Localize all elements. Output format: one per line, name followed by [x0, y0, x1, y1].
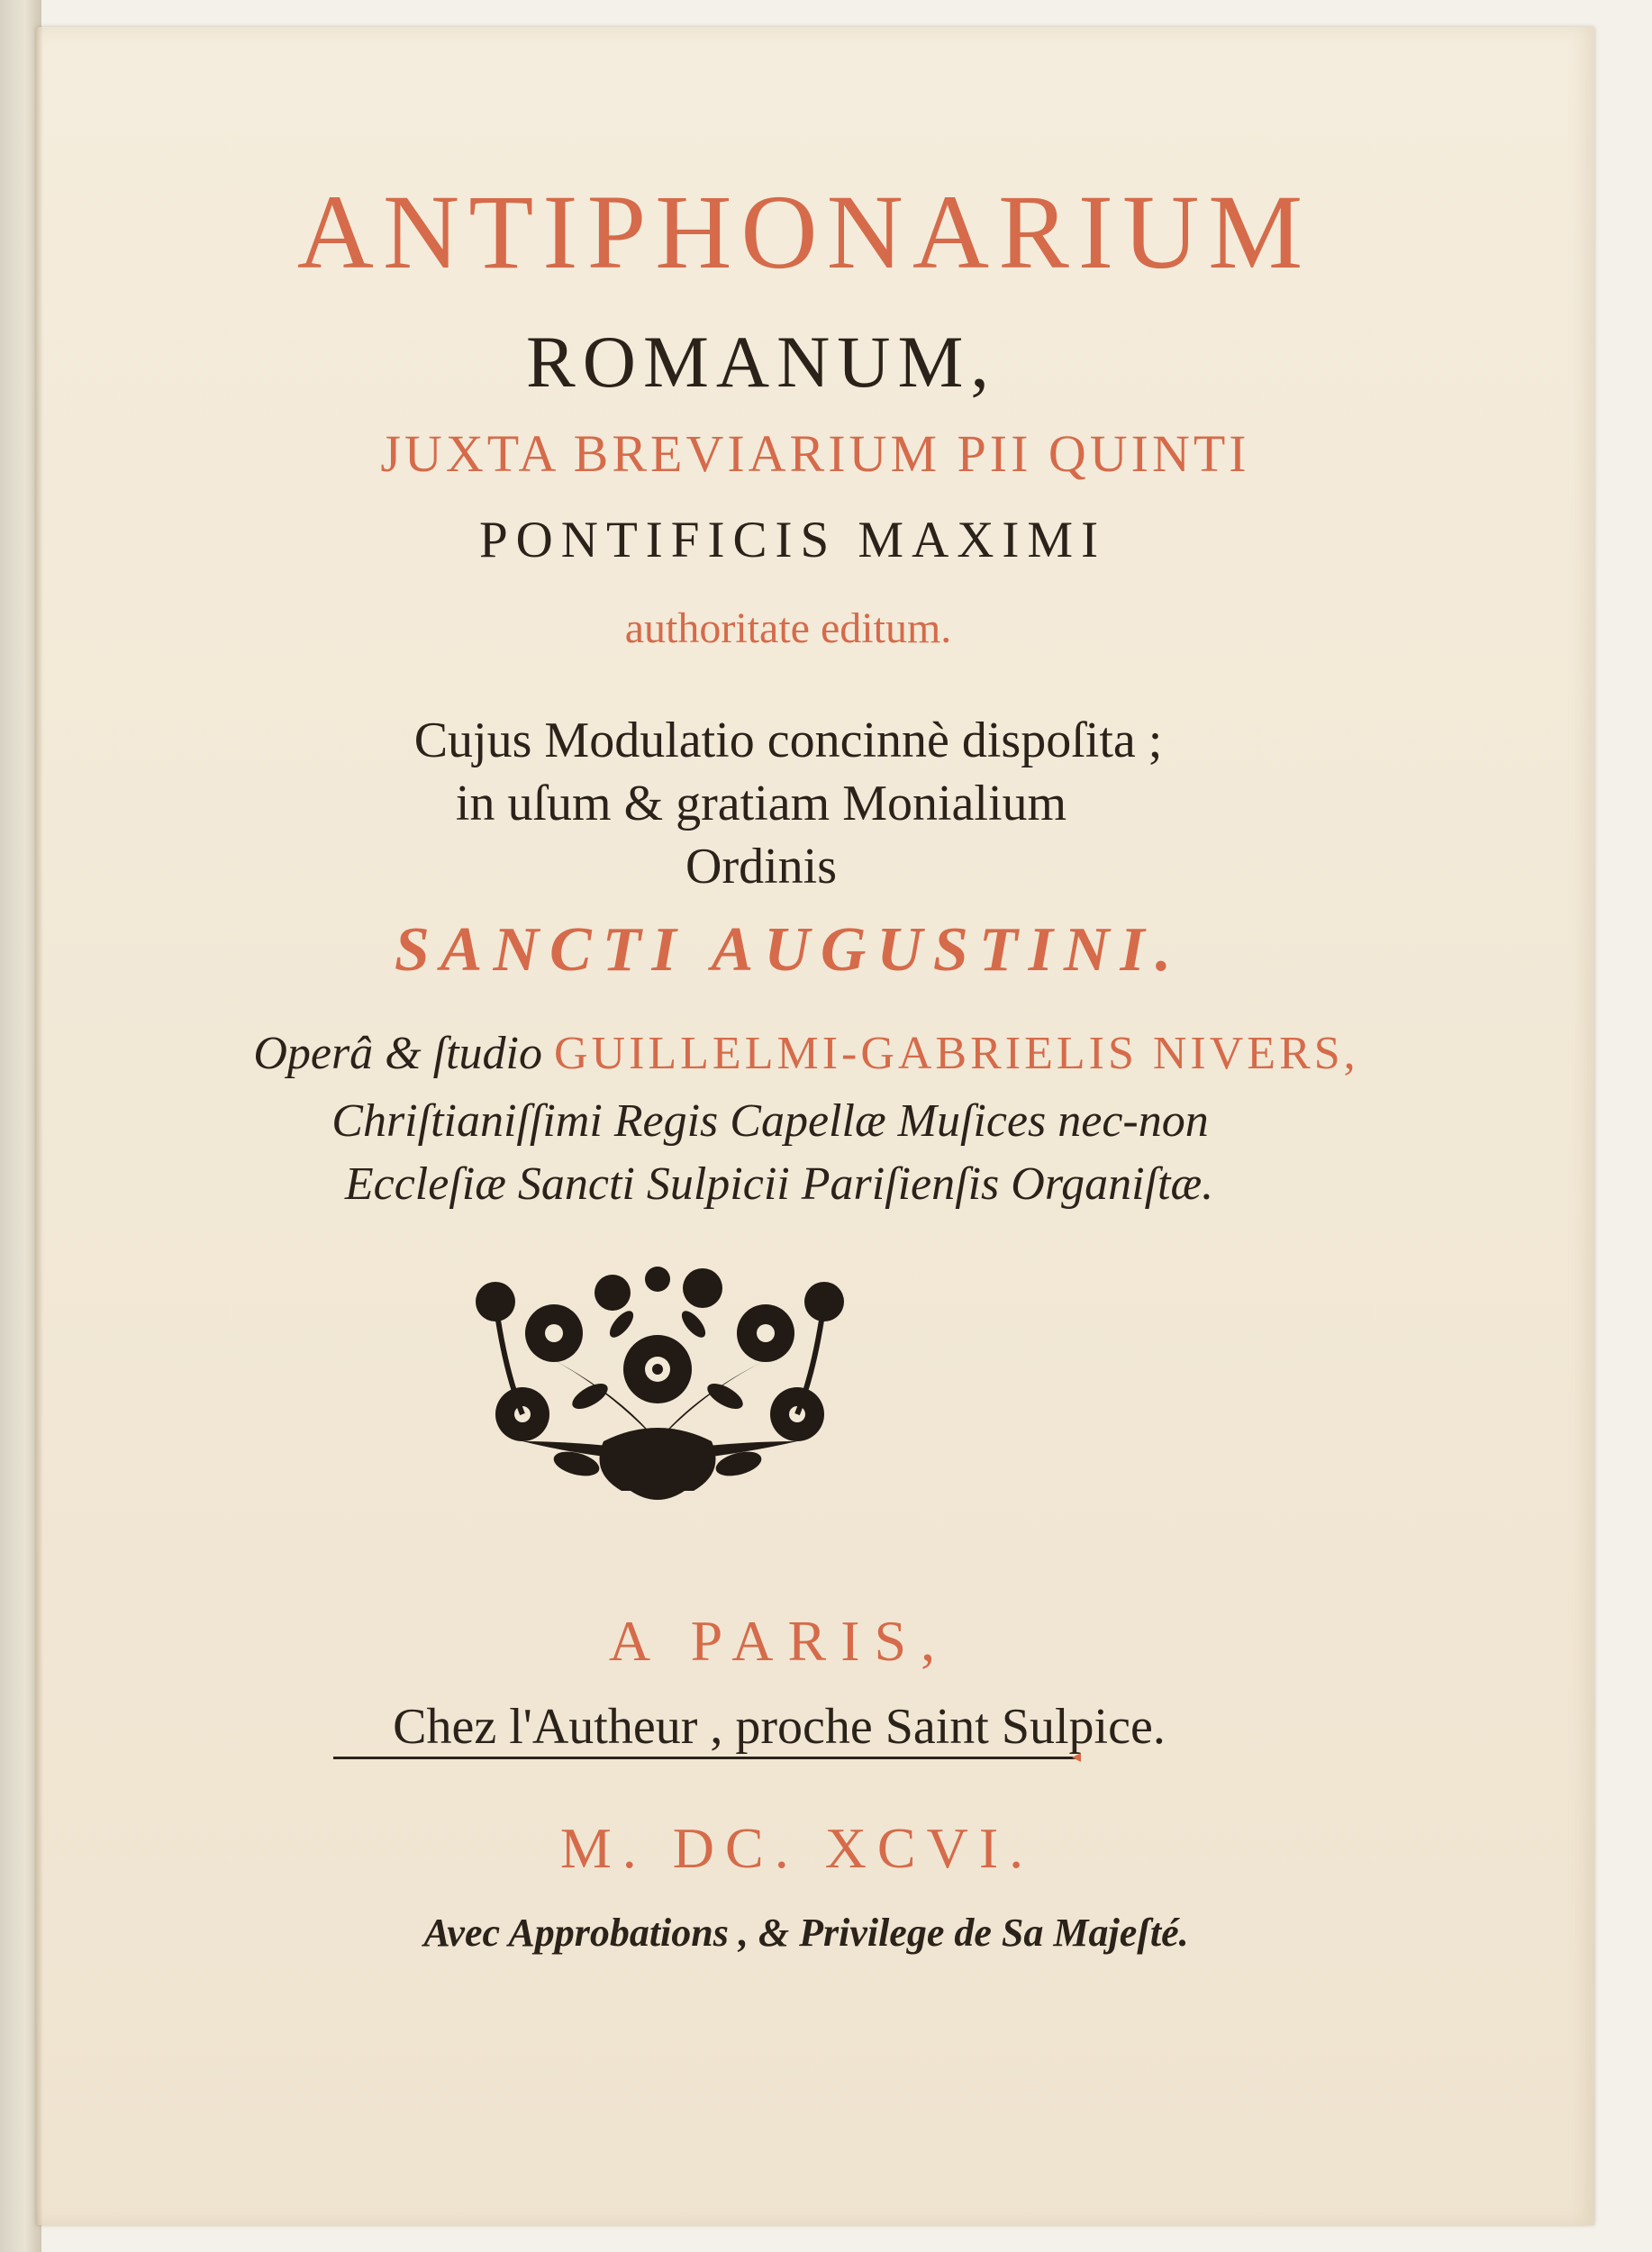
- author-name: GUILLELMI-GABRIELIS NIVERS,: [553, 1028, 1359, 1079]
- imprint-privilege: Avec Approbations , & Privilege de Sa Majeſté.: [423, 1911, 1189, 1955]
- text-christianissimi: Chriſtianiſſimi Regis Capellæ Muſices nec-non: [331, 1095, 1209, 1147]
- text-opera-studio: [27, 1027, 1585, 1080]
- imprint-a-paris: A PARIS,: [608, 1609, 950, 1673]
- subtitle-pontificis-maximi: PONTIFICIS MAXIMI: [478, 512, 1107, 568]
- title-antiphonarium: ANTIPHONARIUM: [296, 173, 1312, 291]
- text-sancti-augustini: SANCTI AUGUSTINI.: [394, 915, 1183, 985]
- imprint-date: M. DC. XCVI.: [559, 1816, 1035, 1880]
- text-ecclesiae: Eccleſiæ Sancti Sulpicii Pariſienſis Organiſtæ.: [344, 1158, 1214, 1210]
- imprint-chez-autheur: Chez l'Autheur , proche Saint Sulpice.: [393, 1699, 1166, 1755]
- text-cujus-modulatio: Cujus Modulatio concinnè dispoſita ;: [413, 713, 1163, 768]
- floral-vase-ornament-icon: [468, 1261, 847, 1504]
- title-romanum: ROMANUM,: [526, 321, 996, 403]
- rule-end-ornament-icon: [1072, 1753, 1081, 1762]
- opera-prefix: Operâ & ſtudio: [253, 1028, 542, 1079]
- horizontal-rule: [333, 1757, 1081, 1759]
- subtitle-juxta-breviarium: JUXTA BREVIARIUM PII QUINTI: [380, 424, 1250, 483]
- text-in-usum: in uſum & gratiam Monialium: [455, 776, 1067, 831]
- text-ordinis: Ordinis: [685, 839, 837, 894]
- page-gutter-shadow: [36, 27, 43, 2225]
- title-page: [36, 27, 1594, 2225]
- subtitle-authoritate-editum: authoritate editum.: [624, 604, 952, 652]
